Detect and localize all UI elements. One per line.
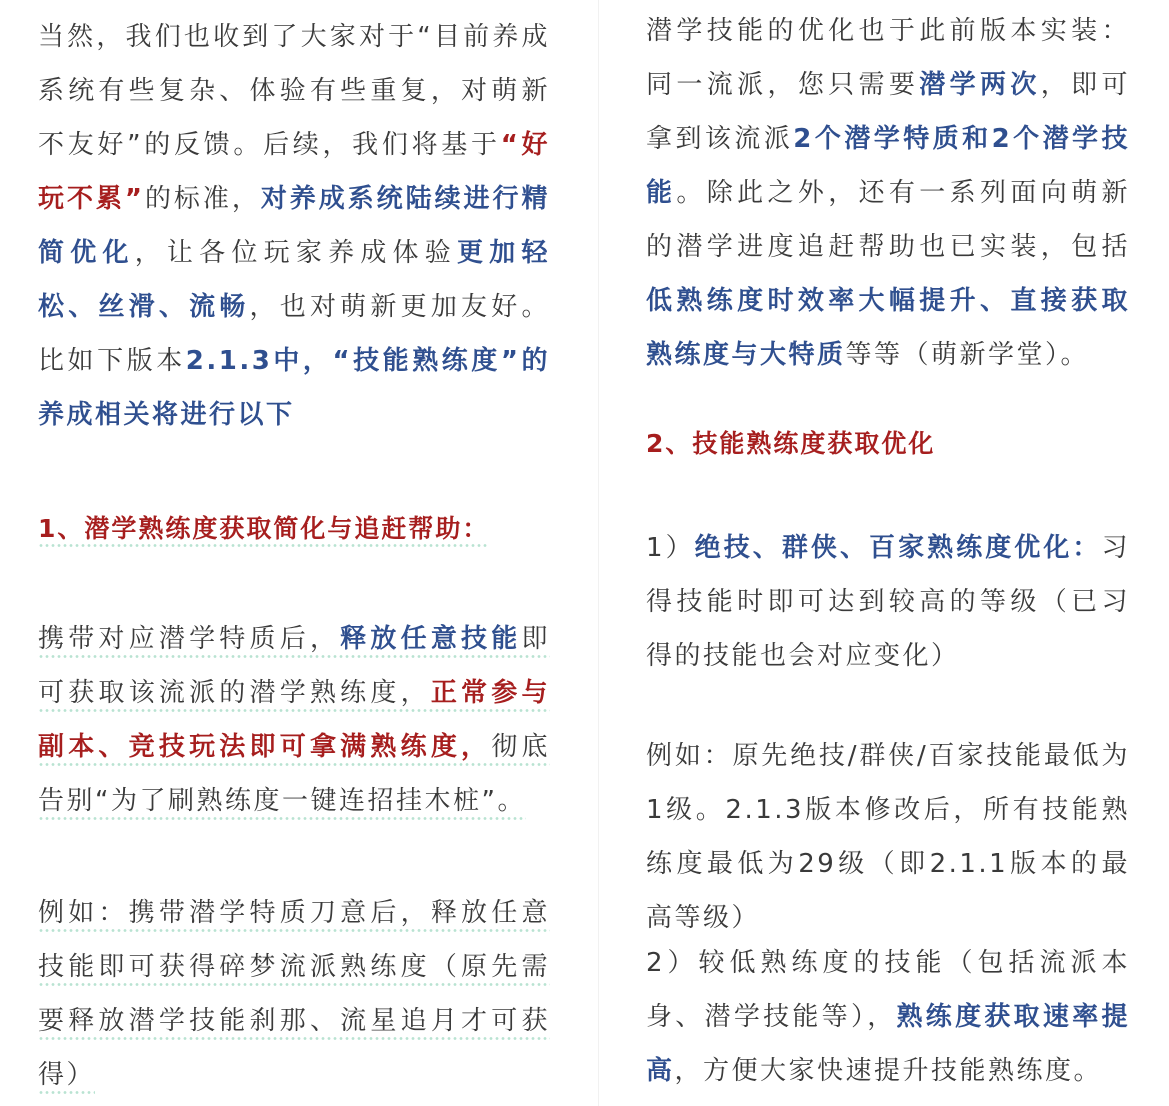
paragraph-text [646,16,1130,370]
text-segment: ，让各位玩家养成体验 [134,238,458,268]
paragraph-text [646,741,1130,933]
text-segment: ，方便大家快速提升技能熟练度。 [674,1056,1103,1086]
paragraph-text [38,624,550,820]
section-heading-1 [38,502,550,556]
highlight-blue: 低熟练度时效率大幅提升、直接获取熟练度与大特质 [646,286,1130,370]
highlight-blue: 释放任意技能 [340,624,522,654]
column-divider [598,0,599,1106]
paragraph-text [646,533,1130,671]
text-segment: 。除此之外，还有一系列面向萌新的潜学进度追赶帮助也已实装，包括 [646,178,1130,262]
text-segment: 潜学技能的优化也于此前版本实装：同一流派，您只需要 [646,16,1130,100]
intro-paragraph [38,10,550,442]
paragraph-text [646,948,1130,1086]
highlight-red: 正常参与副本、竞技玩法即可拿满熟练度， [38,678,550,762]
section-heading-2 [646,417,1130,471]
text-segment: 彻底告别“为了刷熟练度一键连招挂木桩”。 [38,732,550,816]
heading-1-text: 1、潜学熟练度获取简化与追赶帮助： [38,514,489,547]
highlight-red: “好玩不累” [38,130,550,214]
optimization-item-2 [646,936,1130,1098]
text-segment: 等等（萌新学堂）。 [845,340,1090,370]
highlight-blue: 2个潜学特质和2个潜学技能 [646,124,1130,208]
highlight-blue: 2.1.3中，“技能熟练度”的养成相关将进行以下 [38,346,550,430]
text-segment: ，也对萌新更加友好。比如下版本 [38,292,550,376]
heading-2-text: 2、技能熟练度获取优化 [646,429,936,458]
text-segment: 1） [646,533,695,563]
text-segment: ，即可拿到该流派 [646,70,1130,154]
paragraph-text [38,22,550,430]
highlight-blue: 绝技、群侠、百家熟练度优化： [694,533,1102,563]
example-paragraph-1 [38,886,550,1102]
text-segment: 例如：携带潜学特质刀意后，释放任意技能即可获得碎梦流派熟练度（原先需要释放潜学技能刹那、流星追月才可获得） [38,898,550,1090]
text-segment: 当然，我们也收到了大家对于“目前养成系统有些复杂、体验有些重复，对萌新不友好”的反馈。后续，我们将基于 [38,22,550,160]
paragraph-text [38,898,550,1094]
optimization-item-1 [646,521,1130,683]
highlight-blue: 潜学两次 [919,70,1041,100]
latent-skill-paragraph [646,4,1130,382]
text-segment: 即可获取该流派的潜学熟练度， [38,624,550,708]
text-segment: 例如：原先绝技/群侠/百家技能最低为1级。2.1.3版本修改后，所有技能熟练度最低为29级（即2.1.1版本的最高等级） [646,741,1130,933]
highlight-blue: 熟练度获取速率提高 [646,1002,1130,1086]
text-segment: 携带对应潜学特质后， [38,624,341,654]
text-segment: 的标准， [144,184,261,214]
example-paragraph-2 [646,729,1130,945]
text-segment: 2）较低熟练度的技能（包括流派本身、潜学技能等）， [646,948,1130,1032]
skill-proficiency-paragraph [38,612,550,828]
text-segment: 习得技能时即可达到较高的等级（已习得的技能也会对应变化） [646,533,1130,671]
highlight-blue: 对养成系统陆续进行精简优化 [38,184,550,268]
highlight-blue: 更加轻松、丝滑、流畅 [38,238,550,322]
